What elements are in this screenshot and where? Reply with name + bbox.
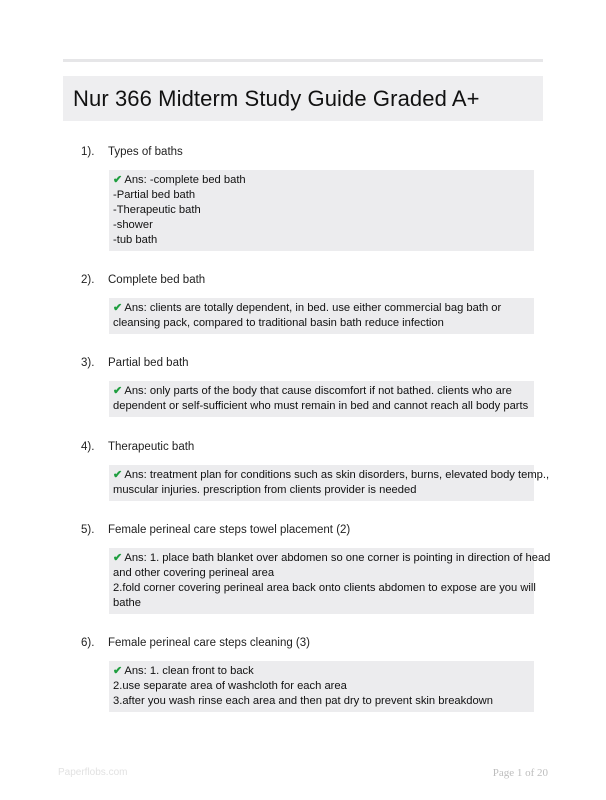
answer-box bbox=[109, 661, 534, 712]
answer-line bbox=[113, 664, 530, 679]
question-text: Female perineal care steps towel placement (2) bbox=[108, 524, 351, 536]
answer-line bbox=[113, 218, 530, 233]
answer-text: 2.fold corner covering perineal area back onto clients abdomen to expose are you will bbox=[113, 582, 536, 594]
answer-line bbox=[113, 566, 530, 581]
page-title: Nur 366 Midterm Study Guide Graded A+ bbox=[73, 85, 480, 111]
answer-line bbox=[113, 468, 550, 483]
check-icon: ✔ bbox=[113, 552, 123, 564]
question-text: Types of baths bbox=[108, 146, 183, 158]
answer-line bbox=[113, 483, 530, 498]
answer-line bbox=[113, 233, 530, 248]
top-divider bbox=[63, 59, 543, 62]
check-icon: ✔ bbox=[113, 302, 123, 314]
question-text: Partial bed bath bbox=[108, 357, 189, 369]
question-text: Female perineal care steps cleaning (3) bbox=[108, 637, 310, 649]
question-number: 2). bbox=[81, 274, 95, 286]
answer-text: Ans: treatment plan for conditions such as skin disorders, burns, elevated body temp., bbox=[124, 469, 550, 481]
answer-box bbox=[109, 548, 551, 614]
answer-text: Ans: 1. place bath blanket over abdomen so one corner is pointing in direction of head bbox=[124, 552, 551, 564]
answer-line bbox=[113, 301, 530, 316]
answer-text: and other covering perineal area bbox=[113, 567, 275, 579]
question-number: 5). bbox=[81, 524, 95, 536]
watermark: Paperflobs.com bbox=[58, 767, 128, 778]
answer-text: -shower bbox=[113, 219, 153, 231]
answer-box bbox=[109, 170, 534, 251]
answer-text: bathe bbox=[113, 597, 141, 609]
question-text: Therapeutic bath bbox=[108, 441, 195, 453]
answer-box bbox=[109, 465, 550, 501]
answer-line bbox=[113, 679, 530, 694]
answer-text: -tub bath bbox=[113, 234, 158, 246]
answer-text: -Partial bed bath bbox=[113, 189, 196, 201]
answer-line bbox=[113, 188, 530, 203]
check-icon: ✔ bbox=[113, 469, 123, 481]
answer-line bbox=[113, 173, 530, 188]
check-icon: ✔ bbox=[113, 665, 123, 677]
answer-line bbox=[113, 694, 530, 709]
question-number: 3). bbox=[81, 357, 95, 369]
check-icon: ✔ bbox=[113, 385, 123, 397]
answer-text: Ans: clients are totally dependent, in bed. use either commercial bag bath or bbox=[124, 302, 502, 314]
answer-text: -Therapeutic bath bbox=[113, 204, 201, 216]
answer-text: Ans: only parts of the body that cause discomfort if not bathed. clients who are bbox=[124, 385, 512, 397]
answer-text: 2.use separate area of washcloth for each area bbox=[113, 680, 347, 692]
answer-line bbox=[113, 399, 530, 414]
answer-line bbox=[113, 551, 551, 566]
title-banner bbox=[63, 76, 543, 121]
question-text: Complete bed bath bbox=[108, 274, 206, 286]
answer-line bbox=[113, 384, 530, 399]
question-number: 4). bbox=[81, 441, 95, 453]
question-number: 6). bbox=[81, 637, 95, 649]
answer-text: Ans: -complete bed bath bbox=[124, 174, 246, 186]
answer-text: 3.after you wash rinse each area and then pat dry to prevent skin breakdown bbox=[113, 695, 493, 707]
answer-text: cleansing pack, compared to traditional basin bath reduce infection bbox=[113, 317, 444, 329]
answer-line bbox=[113, 581, 536, 596]
answer-line bbox=[113, 596, 530, 611]
answer-line bbox=[113, 316, 530, 331]
answer-text: muscular injuries. prescription from clients provider is needed bbox=[113, 484, 417, 496]
check-icon: ✔ bbox=[113, 174, 123, 186]
answer-box bbox=[109, 298, 534, 334]
question-number: 1). bbox=[81, 146, 95, 158]
answer-line bbox=[113, 203, 530, 218]
page-number: Page 1 of 20 bbox=[492, 767, 548, 779]
answer-box bbox=[109, 381, 534, 417]
answer-text: dependent or self-sufficient who must remain in bed and cannot reach all body parts bbox=[113, 400, 529, 412]
answer-text: Ans: 1. clean front to back bbox=[124, 665, 254, 677]
